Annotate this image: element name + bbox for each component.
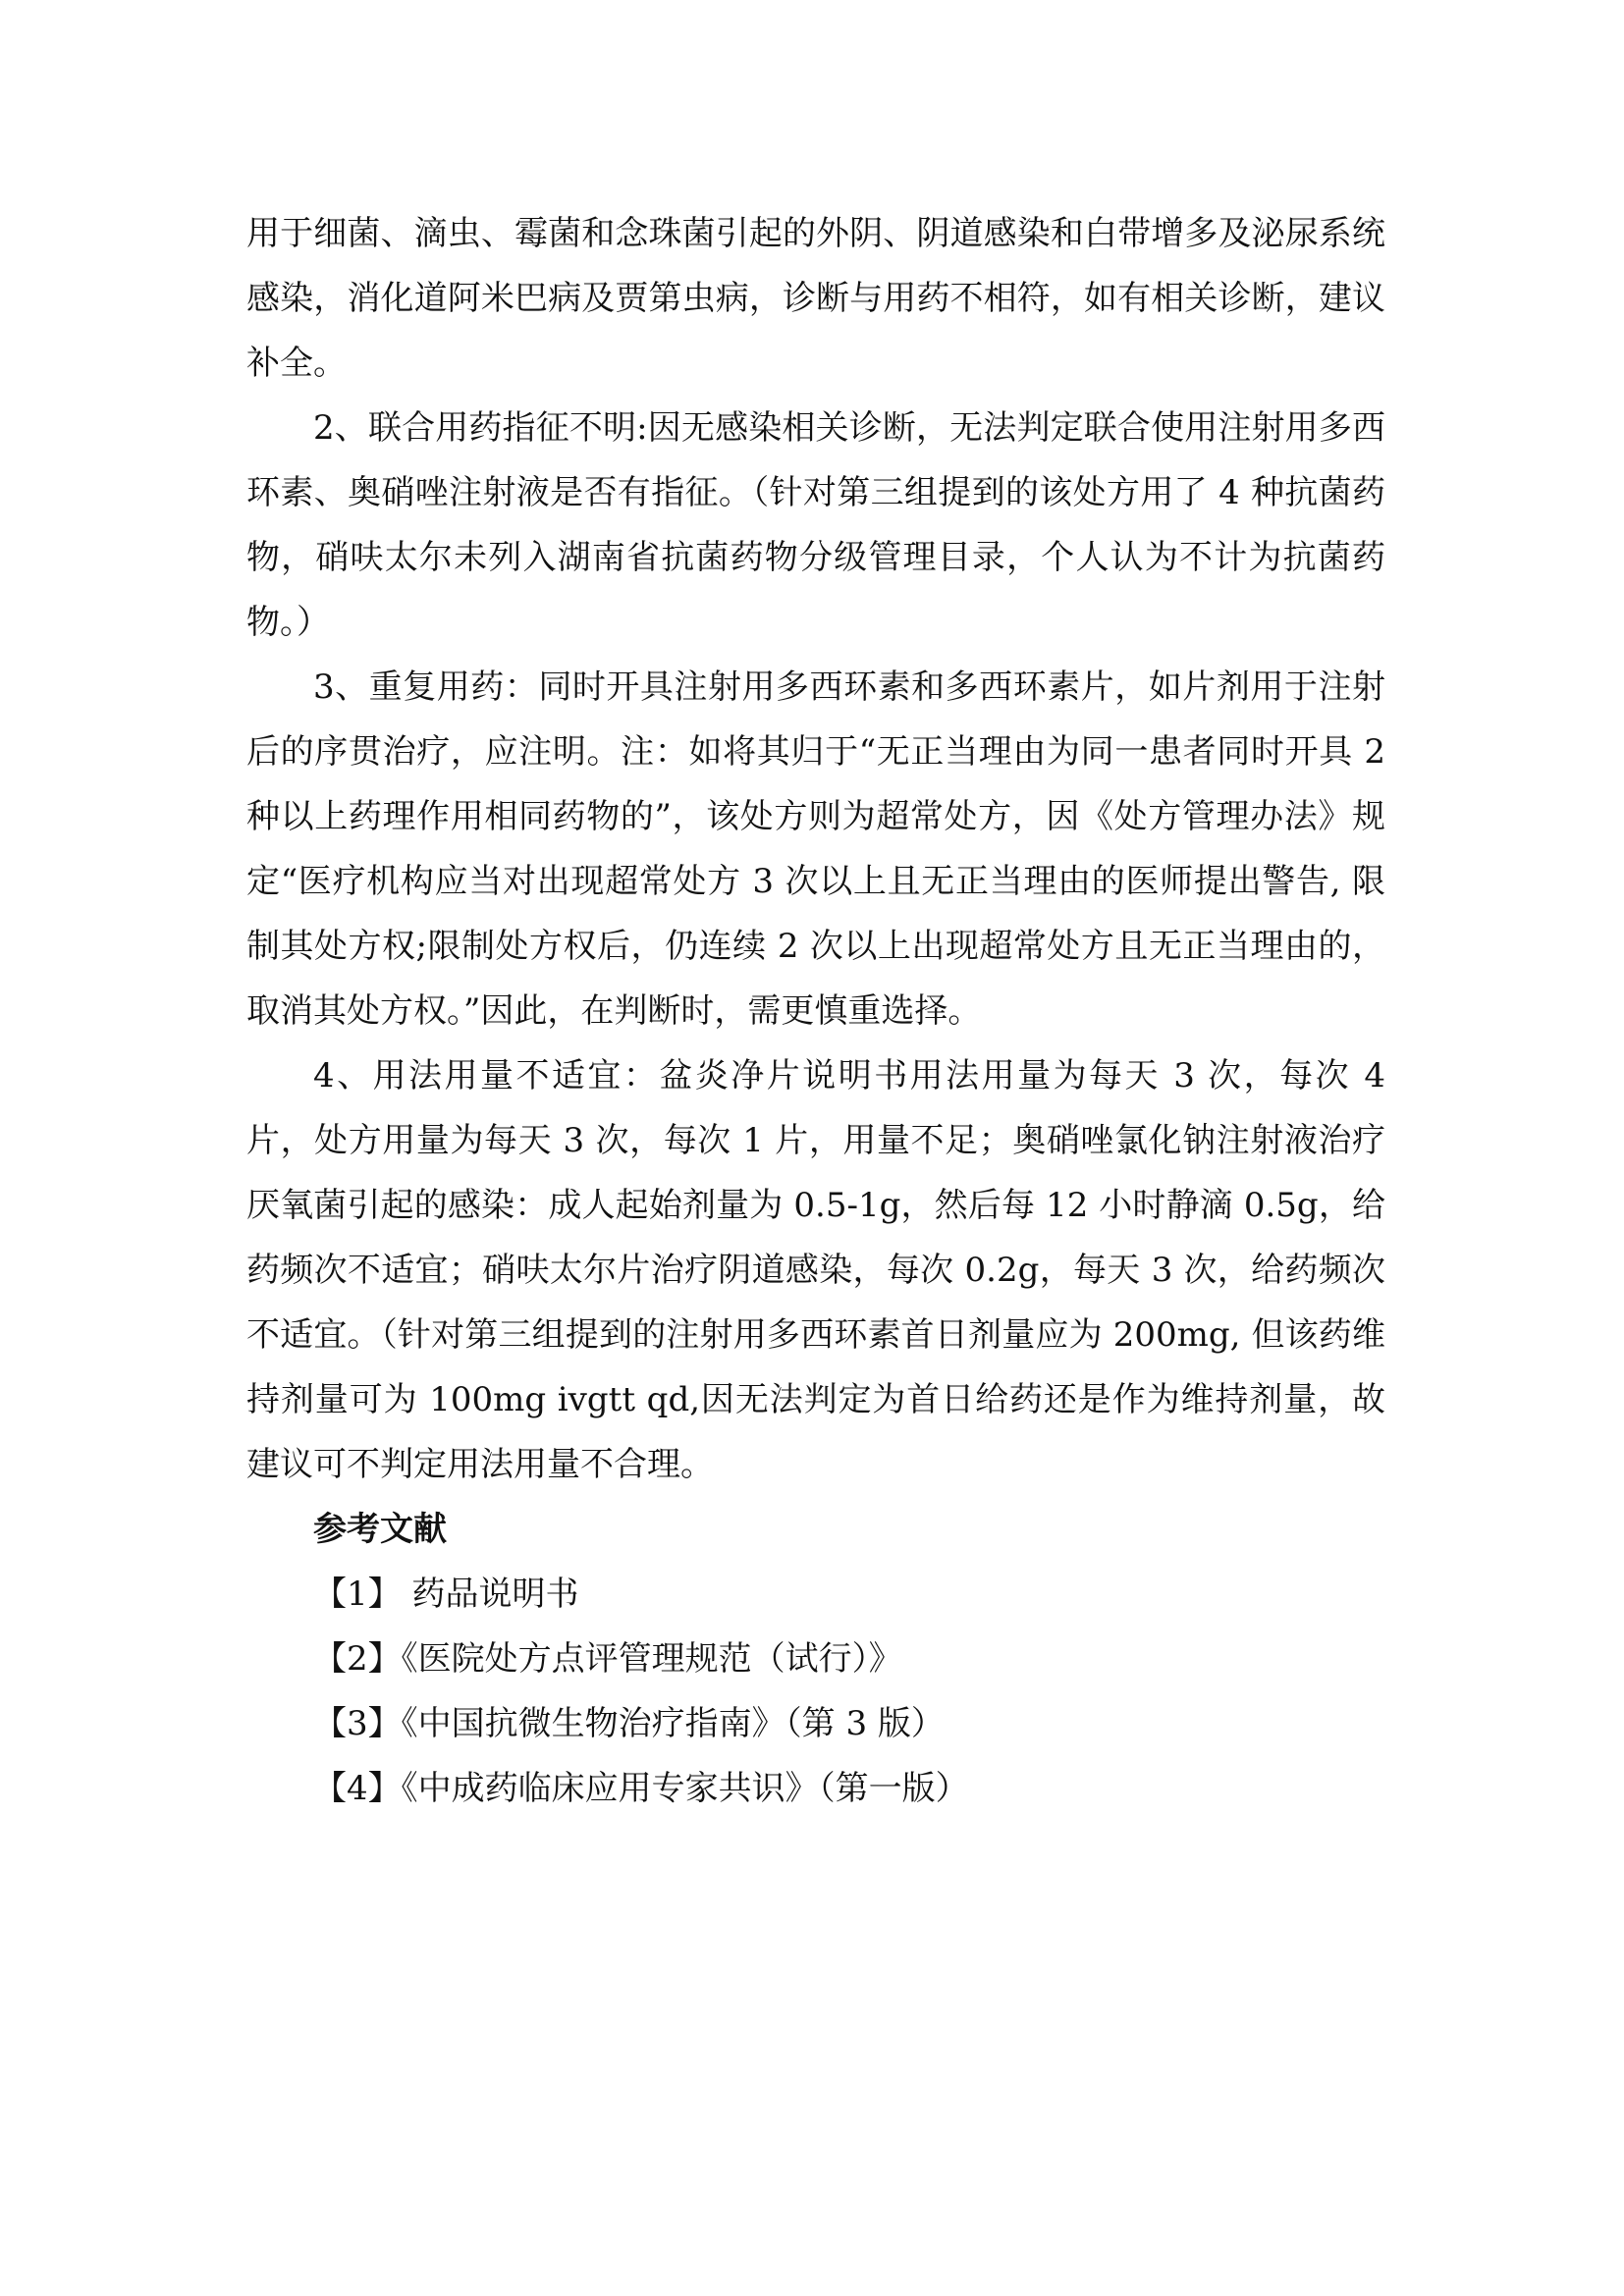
paragraph-duplicate-medication: 3、重复用药：同时开具注射用多西环素和多西环素片，如片剂用于注射后的序贯治疗，应注明。注：如将其归于“无正当理由为同一患者同时开具 2 种以上药理作用相同药物的”，该处方则为超常处方，因《处方管理办法》规定“医疗机构应当对出现超常处方 3 次以上且无正当理由的医师提出警告, 限制其处方权;限制处方权后，仍连续 2 次以上出现超常处方且无正当理由的，取消其处方权。”因此，在判断时，需更慎重选择。 bbox=[246, 667, 1385, 1031]
paragraph-dosage-inappropriate: 4、用法用量不适宜：盆炎净片说明书用法用量为每天 3 次，每次 4 片，处方用量为每天 3 次，每次 1 片，用量不足；奥硝唑氯化钠注射液治疗厌氧菌引起的感染：成人起始剂量为 0.5-1g，然后每 12 小时静滴 0.5g，给药频次不适宜；硝呋太尔片治疗阴道感染，每次 0.2g，每天 3 次，给药频次不适宜。（针对第三组提到的注射用多西环素首日剂量应为 200mg, 但该药维持剂量可为 100mg ivgtt qd,因无法判定为首日给药还是作为维持剂量，故建议可不判定用法用量不合理。 bbox=[246, 1056, 1385, 1484]
reference-item: 【4】《中成药临床应用专家共识》（第一版） bbox=[313, 1769, 969, 1808]
reference-item: 【2】《医院处方点评管理规范（试行）》 bbox=[313, 1639, 902, 1679]
document-body bbox=[246, 201, 1385, 1821]
references-list bbox=[246, 1562, 1385, 1821]
reference-item: 【1】 药品说明书 bbox=[313, 1575, 579, 1614]
paragraph-continuation: 用于细菌、滴虫、霉菌和念珠菌引起的外阴、阴道感染和白带增多及泌尿系统感染，消化道阿米巴病及贾第虫病，诊断与用药不相符，如有相关诊断，建议补全。 bbox=[246, 214, 1385, 383]
paragraph-combination-therapy: 2、联合用药指征不明:因无感染相关诊断，无法判定联合使用注射用多西环素、奥硝唑注射液是否有指征。（针对第三组提到的该处方用了 4 种抗菌药物，硝呋太尔未列入湖南省抗菌药物分级管理目录，个人认为不计为抗菌药物。） bbox=[246, 408, 1385, 642]
reference-item: 【3】《中国抗微生物治疗指南》（第 3 版） bbox=[313, 1704, 945, 1743]
references-heading: 参考文献 bbox=[313, 1510, 447, 1549]
